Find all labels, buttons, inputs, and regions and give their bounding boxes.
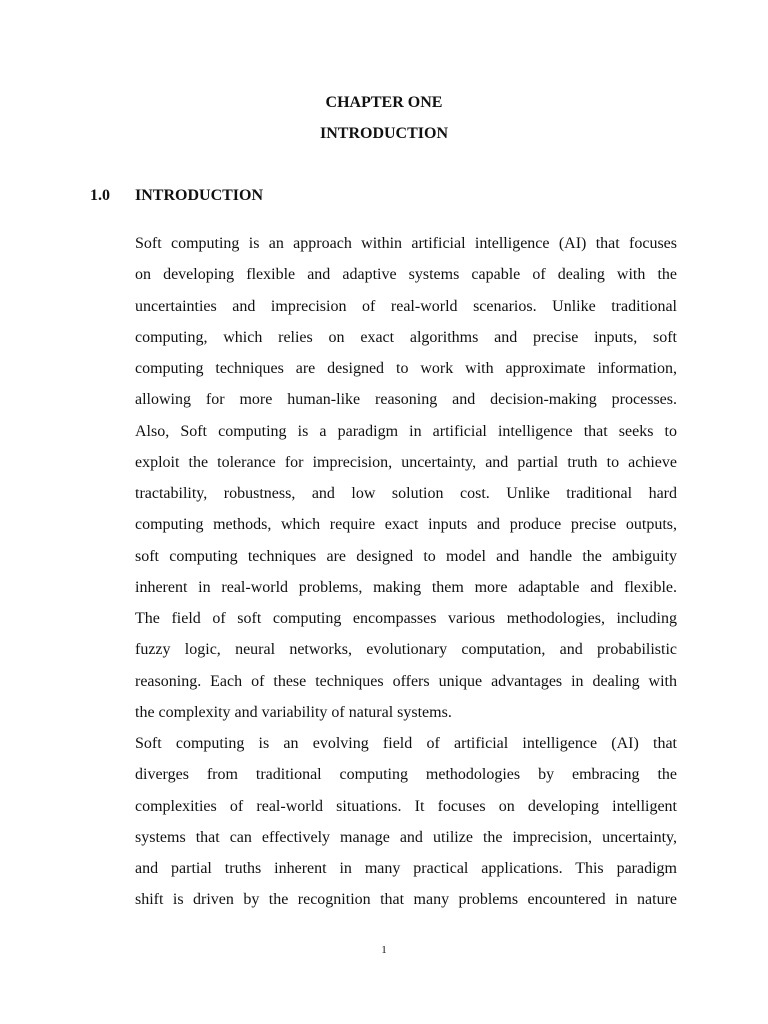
chapter-label: CHAPTER ONE [325,94,443,111]
paragraph [135,234,677,734]
text-line: tractability, robustness, and low solution cost. Unlike traditional hard [135,485,677,502]
body-text [135,234,677,922]
text-line: and partial truths inherent in many practical applications. This paradigm [135,860,677,877]
text-line: diverges from traditional computing methodologies by embracing the [135,766,677,784]
text-line: on developing flexible and adaptive systems capable of dealing with the [135,266,677,284]
text-line: shift is driven by the recognition that many problems encountered in nature [135,891,677,909]
text-line: inherent in real-world problems, making them more adaptable and flexible. [135,578,677,596]
text-line: uncertainties and imprecision of real-world scenarios. Unlike traditional [135,297,677,315]
text-line: Soft computing is an approach within artificial intelligence (AI) that focuses [135,235,677,252]
section-title: INTRODUCTION [135,187,264,204]
text-line: complexities of real-world situations. It focuses on developing intelligent [135,797,677,815]
text-line: computing techniques are designed to work with approximate information, [135,360,677,377]
text-line: The field of soft computing encompasses various methodologies, including [135,610,677,627]
text-line: computing methods, which require exact inputs and produce precise outputs, [135,516,677,534]
text-line: allowing for more human-like reasoning and decision-making processes. [135,391,677,409]
text-line: reasoning. Each of these techniques offers unique advantages in dealing with [135,672,677,690]
text-line: systems that can effectively manage and utilize the imprecision, uncertainty, [135,828,677,846]
paragraph [135,734,677,922]
text-line: exploit the tolerance for imprecision, uncertainty, and partial truth to achieve [135,453,677,471]
text-line: Also, Soft computing is a paradigm in artificial intelligence that seeks to [135,422,677,440]
section-number: 1.0 [90,187,110,204]
page-number: 1 [381,944,387,956]
text-line: Soft computing is an evolving field of artificial intelligence (AI) that [135,735,677,752]
text-line: the complexity and variability of natural systems. [135,703,452,721]
text-line: fuzzy logic, neural networks, evolutionary computation, and probabilistic [135,641,677,659]
text-line: soft computing techniques are designed to model and handle the ambiguity [135,547,677,565]
text-line: computing, which relies on exact algorithms and precise inputs, soft [135,328,677,346]
chapter-title: INTRODUCTION [319,125,448,142]
